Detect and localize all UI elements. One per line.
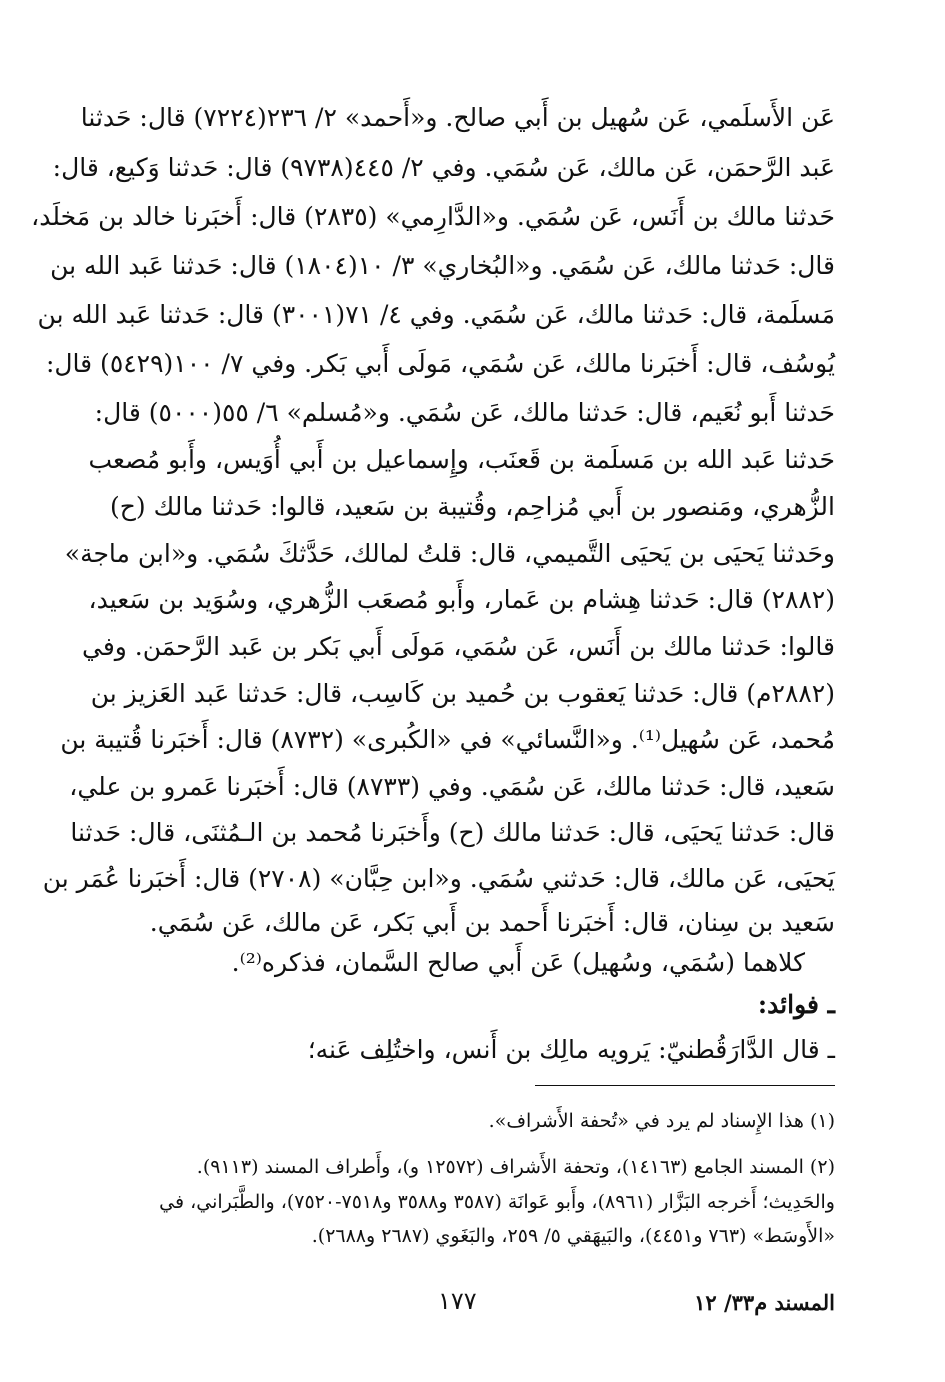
main-text-line: مَسلَمة، قال: حَدثنا مالك، عَن سُمَي. وفي ٤/ ٧١(٣٠٠١) قال: حَدثنا عَبد الله بن bbox=[37, 300, 835, 329]
main-text-line: (٢٨٨٢) قال: حَدثنا هِشام بن عَمار، وأَبو مُصعَب الزُّهري، وسُوَيد بن سَعيد، bbox=[88, 585, 835, 614]
closing-line: كلاهما (سُمَي، وسُهيل) عَن أَبي صالح السَّمان، فذكره⁽²⁾. bbox=[231, 948, 805, 977]
footnote-2-continuation: «الأَوسَط» (٧٦٣ و٤٤٥١)، والبَيهَقي ٥/ ٢٥٩، والبَغَوي (٢٦٨٧ و٢٦٨٨). bbox=[311, 1225, 835, 1247]
benefit-line: ـ قال الدَّارَقُطنيّ: يَرويه مالِك بن أَنس، واختُلِف عَنه؛ bbox=[307, 1035, 835, 1064]
footnote-1: (١) هذا الإِسناد لم يرد في «تُحفة الأَشراف». bbox=[488, 1110, 835, 1132]
main-text-line: حَدثنا مالك بن أَنَس، عَن سُمَي. و«الدَّارِمي» (٢٨٣٥) قال: أَخبَرنا خالد بن مَخلَد، bbox=[31, 202, 835, 231]
main-text-line: يُوسُف، قال: أَخبَرنا مالك، عَن سُمَي، مَولَى أَبي بَكر. وفي ٧/ ١٠٠(٥٤٢٩) قال: bbox=[45, 349, 835, 378]
main-text-line: الزُّهري، ومَنصور بن أَبي مُزاحِم، وقُتيبة بن سَعيد، قالوا: حَدثنا مالك (ح) bbox=[110, 492, 835, 521]
main-text-line: سَعيد بن سِنان، قال: أَخبَرنا أَحمد بن أَبي بَكر، عَن مالك، عَن سُمَي. bbox=[149, 908, 835, 937]
main-text-line: قالوا: حَدثنا مالك بن أَنَس، عَن سُمَي، مَولَى أَبي بَكر بن عَبد الرَّحمَن. وفي bbox=[82, 632, 835, 661]
main-text-line: (٢٨٨٢م) قال: حَدثنا يَعقوب بن حُميد بن كَاسِب، قال: حَدثنا عَبد العَزيز بن bbox=[90, 679, 835, 708]
main-text-line: سَعيد، قال: حَدثنا مالك، عَن سُمَي. وفي (٨٧٣٣) قال: أَخبَرنا عَمرو بن علي، bbox=[69, 772, 835, 801]
main-text-line: حَدثنا أَبو نُعَيم، قال: حَدثنا مالك، عَن سُمَي. و«مُسلم» ٦/ ٥٥(٥٠٠٠) قال: bbox=[94, 398, 835, 427]
footnote-2: (٢) المسند الجامع (١٤١٦٣)، وتحفة الأَشراف (١٢٥٧٢ و)، وأَطراف المسند (٩١١٣). bbox=[196, 1156, 835, 1178]
main-text-line: قال: حَدثنا مالك، عَن سُمَي. و«البُخاري» ٣/ ١٠(١٨٠٤) قال: حَدثنا عَبد الله بن bbox=[50, 251, 835, 280]
benefits-heading: ـ فوائد: bbox=[757, 990, 835, 1019]
printer-signature: المسند م٣٣/ ١٢ bbox=[694, 1290, 835, 1315]
footnote-2-continuation: والحَدِيث؛ أَخرجه البَزَّار (٨٩٦١)، وأَبو عَوانَة (٣٥٨٧ و٣٥٨٨ و٧٥١٨-٧٥٢٠)، والطَّبَراني، في bbox=[159, 1191, 835, 1213]
main-text-line: عَبد الرَّحمَن، عَن مالك، عَن سُمَي. وفي ٢/ ٤٤٥(٩٧٣٨) قال: حَدثنا وَكيع، قال: bbox=[52, 153, 835, 182]
page-number: ١٧٧ bbox=[438, 1287, 477, 1315]
main-text-line: قال: حَدثنا يَحيَى، قال: حَدثنا مالك (ح) وأَخبَرنا مُحمد بن الـمُثنَى، قال: حَدثنا bbox=[70, 818, 835, 847]
main-text-line: حَدثنا عَبد الله بن مَسلَمة بن قَعنَب، وإِسماعيل بن أَبي أُوَيس، وأَبو مُصعب bbox=[88, 445, 835, 474]
footnote-divider bbox=[535, 1085, 835, 1086]
main-text-line: مُحمد، عَن سُهيل⁽¹⁾. و«النَّسائي» في «الكُبرى» (٨٧٣٢) قال: أَخبَرنا قُتيبة بن bbox=[60, 725, 835, 754]
main-text-line: عَن الأَسلَمي، عَن سُهيل بن أَبي صالح. و«أَحمد» ٢/ ٢٣٦(٧٢٢٤) قال: حَدثنا bbox=[80, 103, 835, 132]
main-text-line: يَحيَى، عَن مالك، قال: حَدثني سُمَي. و«ابن حِبَّان» (٢٧٠٨) قال: أَخبَرنا عُمَر بن bbox=[42, 864, 835, 893]
main-text-line: وحَدثنا يَحيَى بن يَحيَى التَّميمي، قال: قلتُ لمالك، حَدَّثكَ سُمَي. و«ابن ماجة» bbox=[64, 539, 835, 568]
